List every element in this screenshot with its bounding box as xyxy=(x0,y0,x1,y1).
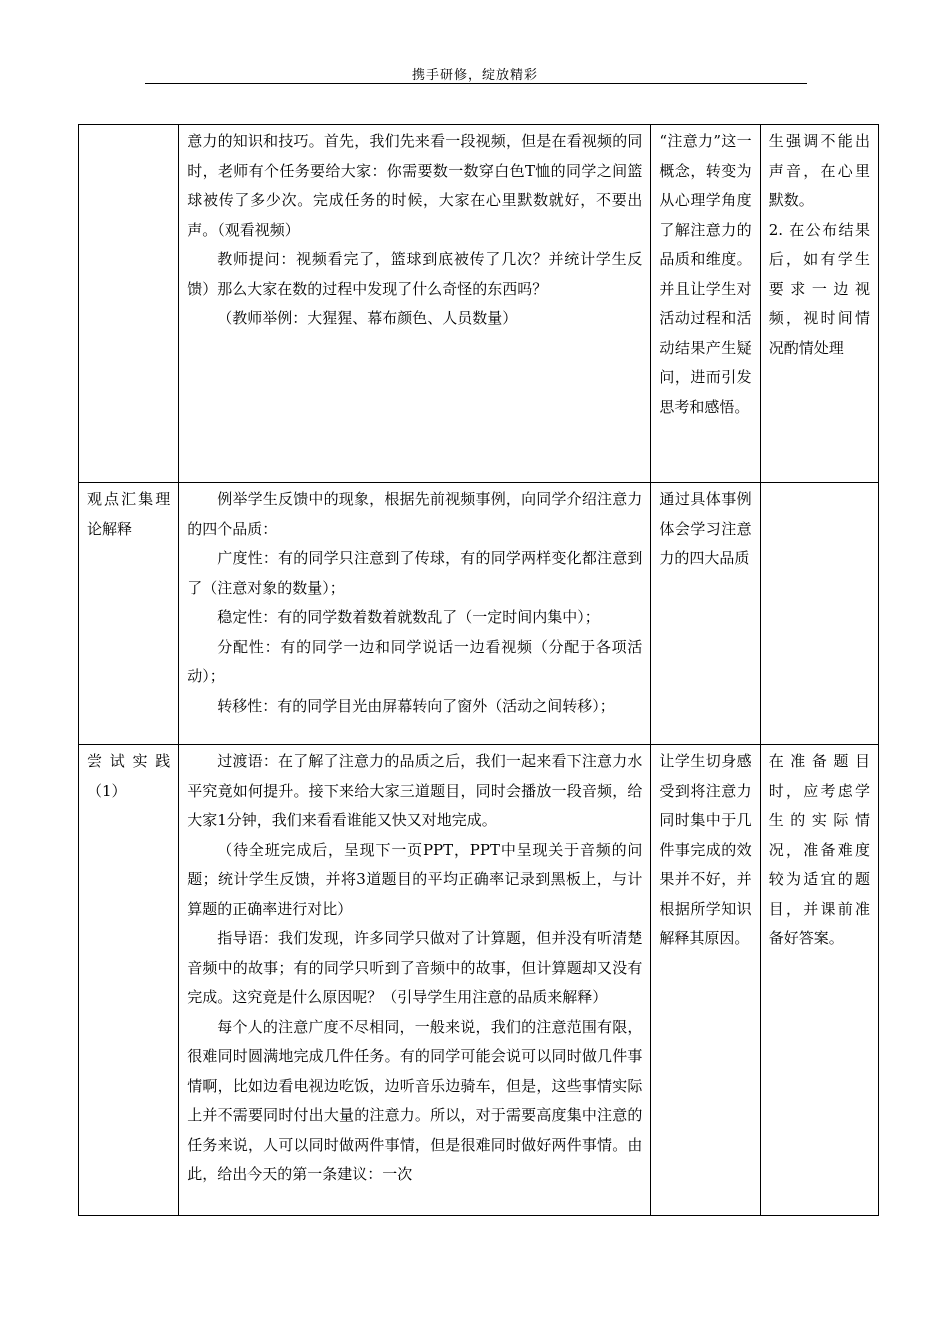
table-row xyxy=(79,483,879,745)
content-paragraph: 分配性：有的同学一边和同学说话一边看视频（分配于各项活动）； xyxy=(187,637,643,685)
content-cell xyxy=(179,125,651,483)
notes-cell xyxy=(760,125,878,483)
content-paragraph: 教师提问：视频看完了，篮球到底被传了几次？并统计学生反馈）那么大家在数的过程中发现了什么奇怪的东西吗？ xyxy=(187,250,643,298)
content-paragraph: 转移性：有的同学目光由屏幕转向了窗外（活动之间转移）； xyxy=(217,696,615,715)
content-cell xyxy=(179,483,651,745)
content-paragraph: 稳定性：有的同学数着数着就数乱了（一定时间内集中）； xyxy=(217,608,600,626)
content-paragraph: （待全班完成后，呈现下一页PPT，PPT中呈现关于音频的问题；统计学生反馈，并将3道题目的平均正确率记录到黑板上，与计算题的正确率进行对比） xyxy=(187,840,643,918)
content-paragraph: 过渡语：在了解了注意力的品质之后，我们一起来看下注意力水平究竟如何提升。接下来给大家三道题目，同时会播放一段音频，给大家1分钟，我们来看看谁能又快又对地完成。 xyxy=(187,752,643,829)
table-row xyxy=(79,125,879,483)
intent-text: “注意力”这一概念，转变为从心理学角度了解注意力的品质和维度。并且让学生对活动过程和活动结果产生疑问，进而引发思考和感悟。 xyxy=(659,132,752,416)
content-paragraph: （教师举例：大猩猩、幕布颜色、人员数量） xyxy=(217,309,518,327)
intent-text: 通过具体事例体会学习注意力的四大品质 xyxy=(659,490,752,567)
content-cell xyxy=(179,745,651,1216)
stage-label: 观点汇集理论解释 xyxy=(87,490,171,538)
intent-cell xyxy=(651,483,760,745)
page-header: 携手研修，绽放精彩 xyxy=(411,68,538,83)
stage-cell xyxy=(79,125,179,483)
intent-cell xyxy=(651,745,760,1216)
content-paragraph: 指导语：我们发现，许多同学只做对了计算题，但并没有听清楚音频中的故事；有的同学只听到了音频中的故事，但计算题却又没有完成。这究竟是什么原因呢？（引导学生用注意的品质来解释） xyxy=(187,929,643,1006)
stage-label: 尝试实践（1） xyxy=(87,752,171,800)
header-divider xyxy=(145,83,807,84)
content-paragraph: 意力的知识和技巧。首先，我们先来看一段视频，但是在看视频的同时，老师有个任务要给大家：你需要数一数穿白色T恤的同学之间篮球被传了多少次。完成任务的时候，大家在心里默数就好，不要出声。（观看视频） xyxy=(187,132,643,239)
notes-cell xyxy=(760,483,878,745)
intent-text: 让学生切身感受到将注意力同时集中于几件事完成的效果并不好，并根据所学知识解释其原因。 xyxy=(659,752,752,947)
stage-cell xyxy=(79,745,179,1216)
intent-cell xyxy=(651,125,760,483)
notes-text: 2. 在公布结果后，如有学生要求一边视频，视时间情况酌情处理 xyxy=(768,220,870,357)
content-paragraph: 每个人的注意广度不尽相同，一般来说，我们的注意范围有限，很难同时圆满地完成几件任务。有的同学可能会说可以同时做几件事情啊，比如边看电视边吃饭，边听音乐边骑车，但是，这些事情实际上并不需要同时付出大量的注意力。所以，对于需要高度集中注意的任务来说，人可以同时做两件事情，但是很难同时做好两件事情。由此，给出今天的第一条建议：一次 xyxy=(187,1017,643,1183)
table-row xyxy=(79,745,879,1216)
content-paragraph: 广度性：有的同学只注意到了传球，有的同学两样变化都注意到了（注意对象的数量）； xyxy=(187,549,643,597)
notes-text: 生强调不能出声音，在心里默数。 xyxy=(768,132,870,209)
lesson-plan-table xyxy=(78,124,879,1216)
stage-cell xyxy=(79,483,179,745)
content-paragraph: 例举学生反馈中的现象，根据先前视频事例，向同学介绍注意力的四个品质： xyxy=(187,490,643,538)
notes-text: 在准备题目时，应考虑学生的实际情况，准备难度较为适宜的题目，并课前准备好答案。 xyxy=(768,752,870,947)
notes-cell xyxy=(760,745,878,1216)
